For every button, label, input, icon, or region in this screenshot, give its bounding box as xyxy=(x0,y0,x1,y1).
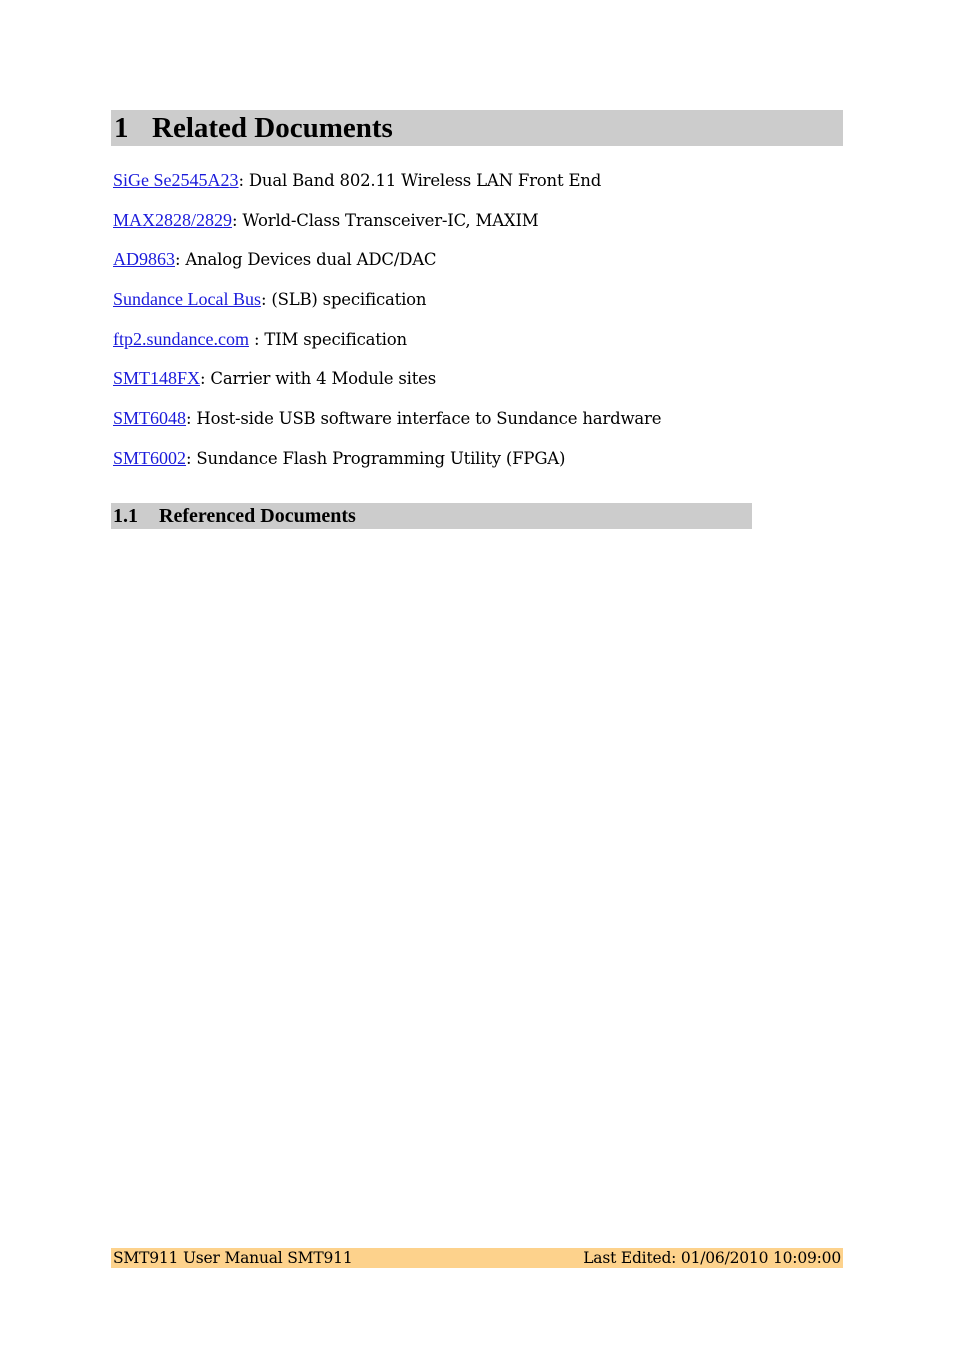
footer-document-title: SMT911 User Manual SMT911 xyxy=(113,1249,353,1267)
list-item xyxy=(113,364,661,404)
list-item xyxy=(113,166,661,206)
section-heading-1 xyxy=(111,110,843,146)
list-item xyxy=(113,285,661,325)
doc-description: : Sundance Flash Programming Utility (FPGA) xyxy=(186,448,566,468)
doc-link-smt6048[interactable]: SMT6048 xyxy=(113,408,187,429)
doc-link-smt6002[interactable]: SMT6002 xyxy=(113,447,187,468)
doc-link-sige[interactable]: SiGe Se2545A23 xyxy=(113,170,239,190)
subsection-title: Referenced Documents xyxy=(159,504,356,527)
section-heading-1-1 xyxy=(111,503,752,529)
list-item xyxy=(113,245,661,285)
doc-link-max2828[interactable]: MAX2828/2829 xyxy=(113,209,233,230)
related-documents-list xyxy=(113,166,661,484)
list-item xyxy=(113,444,661,484)
list-item xyxy=(113,206,661,246)
doc-description: : World-Class Transceiver-IC, MAXIM xyxy=(232,210,539,230)
doc-description: : Carrier with 4 Module sites xyxy=(200,369,437,389)
doc-link-ad9863[interactable]: AD9863 xyxy=(113,249,175,270)
doc-link-ftp2-sundance[interactable]: ftp2.sundance.com xyxy=(113,328,249,349)
list-item xyxy=(113,325,661,365)
doc-link-sundance-local-bus[interactable]: Sundance Local Bus xyxy=(113,289,261,310)
doc-link-smt148fx[interactable]: SMT148FX xyxy=(113,368,201,389)
doc-description: : Analog Devices dual ADC/DAC xyxy=(175,250,437,270)
doc-description: : Dual Band 802.11 Wireless LAN Front End xyxy=(238,171,602,190)
doc-description: : (SLB) specification xyxy=(260,290,427,310)
page-footer xyxy=(111,1248,843,1268)
subsection-number: 1.1 xyxy=(113,504,138,527)
section-number: 1 xyxy=(114,111,129,144)
footer-last-edited: Last Edited: 01/06/2010 10:09:00 xyxy=(583,1249,841,1267)
list-item xyxy=(113,404,661,444)
doc-description: : Host-side USB software interface to Sundance hardware xyxy=(186,409,662,429)
doc-description: : TIM specification xyxy=(248,329,407,349)
section-title: Related Documents xyxy=(152,111,393,144)
